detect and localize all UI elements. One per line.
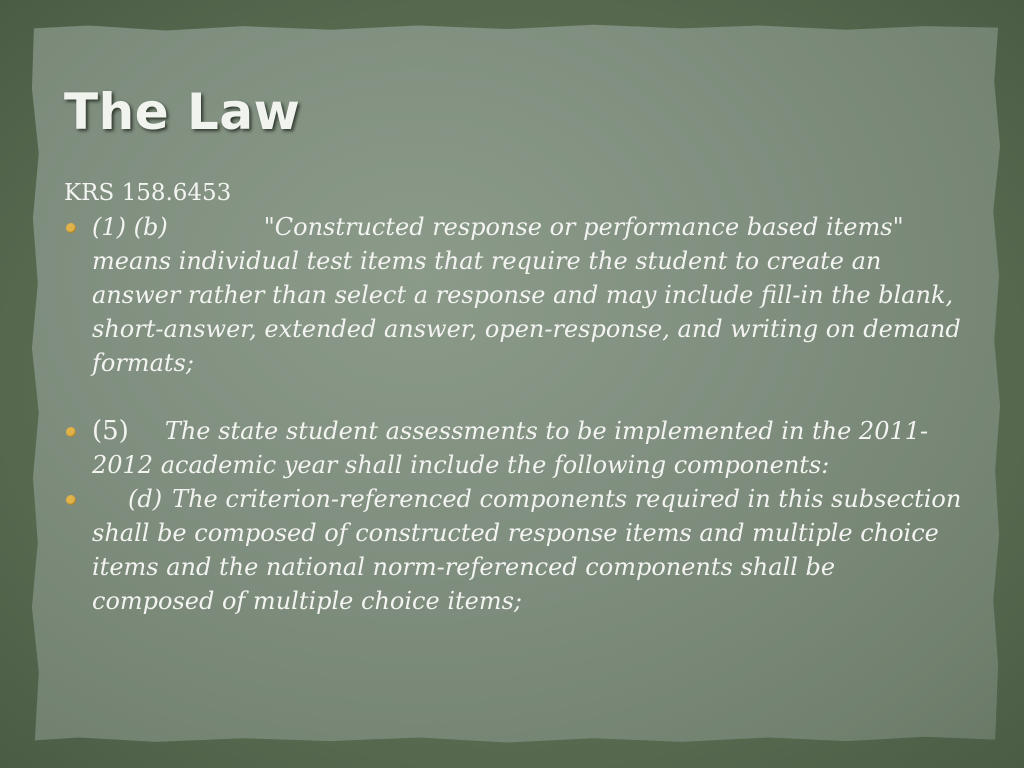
bullet-lead-2: (5) (92, 416, 129, 446)
bullet-dot-icon (66, 223, 76, 233)
bullet-item-1 (64, 210, 964, 380)
bullet-lead-3: (d) (128, 485, 163, 513)
slide-title: The Law (64, 83, 301, 141)
bullet-text-2: The state student assessments to be implemented in the 2011-2012 academic year shall include the following components: (92, 417, 929, 479)
bullet-item-2 (64, 414, 964, 482)
bullet-dot-icon (66, 427, 76, 437)
bullet-text-1: "Constructed response or performance based items" means individual test items that require the student to create an answer rather than select a response and may include fill-in the blank, short-answer, extended answer, open-response, and writing on demand formats; (92, 213, 961, 377)
bullet-lead-1: (1) (b) (92, 213, 168, 241)
bullet-dot-icon (66, 495, 76, 505)
bullet-text-3: The criterion-referenced components required in this subsection shall be composed of constructed response items and multiple choice items and the national norm-referenced components shall be composed of multiple choice items; (92, 485, 962, 615)
slide-content (64, 176, 964, 618)
statute-reference: KRS 158.6453 (64, 180, 232, 206)
bullet-list (64, 210, 964, 618)
bullet-item-3 (64, 482, 964, 618)
